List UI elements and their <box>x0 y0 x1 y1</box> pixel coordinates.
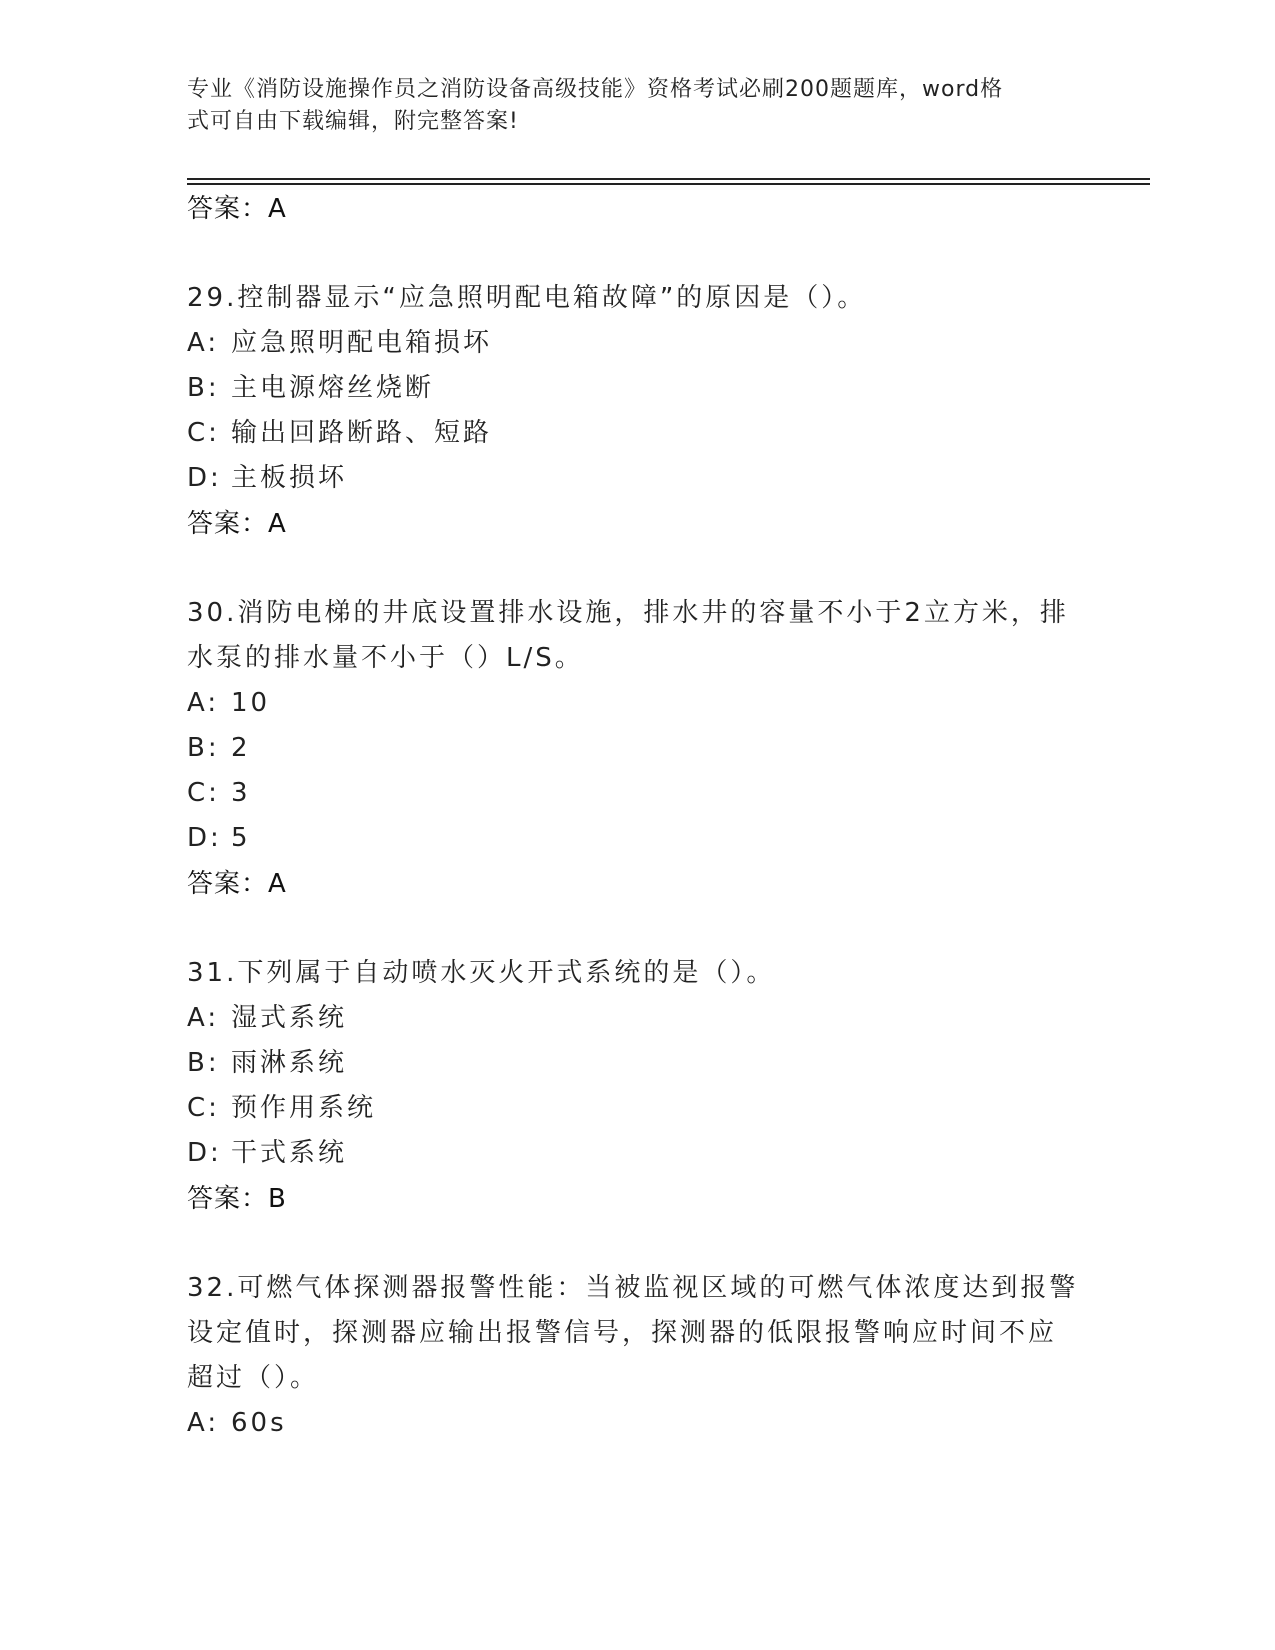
spacer <box>187 232 1087 276</box>
question-block <box>187 951 1087 1222</box>
question-block <box>187 1266 1087 1446</box>
option-letter: D: <box>187 463 222 493</box>
header-rule-top <box>187 178 1150 180</box>
option-letter: C: <box>187 1093 220 1123</box>
option-letter: B: <box>187 373 220 403</box>
option-text: 2 <box>231 733 251 763</box>
option-text: 主板损坏 <box>231 463 348 493</box>
option-letter: A: <box>187 328 220 358</box>
option-text: 输出回路断路、短路 <box>231 418 493 448</box>
previous-answer: 答案：A <box>187 194 287 224</box>
answer-line: 答案：A <box>187 509 287 539</box>
option-letter: A: <box>187 688 220 718</box>
option-c <box>187 1086 1087 1131</box>
option-c <box>187 771 1087 816</box>
option-letter: B: <box>187 1048 220 1078</box>
question-text: 29.控制器显示“应急照明配电箱故障”的原因是（）。 <box>187 283 867 313</box>
option-d <box>187 456 1087 501</box>
option-letter: C: <box>187 778 220 808</box>
option-a <box>187 1401 1087 1446</box>
answer-line: 答案：A <box>187 869 287 899</box>
header-rule-bottom <box>187 183 1150 185</box>
spacer <box>187 547 1087 591</box>
question-text: 31.下列属于自动喷水灭火开式系统的是（）。 <box>187 958 776 988</box>
question-text: 水泵的排水量不小于（）L/S。 <box>187 643 584 673</box>
option-text: 60s <box>231 1408 287 1438</box>
option-letter: C: <box>187 418 220 448</box>
option-c <box>187 411 1087 456</box>
option-b <box>187 726 1087 771</box>
header-line-1: 专业《消防设施操作员之消防设备高级技能》资格考试必刷200题题库，word格 <box>187 77 1004 102</box>
option-text: 5 <box>231 823 251 853</box>
answer-line: 答案：B <box>187 1184 287 1214</box>
question-block <box>187 591 1087 907</box>
spacer <box>187 1222 1087 1266</box>
option-text: 干式系统 <box>231 1138 348 1168</box>
option-text: 湿式系统 <box>231 1003 348 1033</box>
option-letter: B: <box>187 733 220 763</box>
option-b <box>187 1041 1087 1086</box>
option-text: 3 <box>231 778 251 808</box>
spacer <box>187 907 1087 951</box>
question-text: 32.可燃气体探测器报警性能：当被监视区域的可燃气体浓度达到报警 <box>187 1273 1079 1303</box>
option-letter: D: <box>187 1138 222 1168</box>
header-line-2: 式可自由下载编辑，附完整答案! <box>187 109 519 134</box>
question-list <box>187 186 1087 1446</box>
option-text: 10 <box>231 688 271 718</box>
option-letter: A: <box>187 1408 220 1438</box>
question-text: 30.消防电梯的井底设置排水设施，排水井的容量不小于2立方米，排 <box>187 598 1069 628</box>
option-letter: A: <box>187 1003 220 1033</box>
option-text: 主电源熔丝烧断 <box>231 373 435 403</box>
page-header <box>187 74 1067 138</box>
option-b <box>187 366 1087 411</box>
option-a <box>187 321 1087 366</box>
option-d <box>187 816 1087 861</box>
option-letter: D: <box>187 823 222 853</box>
option-a <box>187 996 1087 1041</box>
option-text: 雨淋系统 <box>231 1048 348 1078</box>
question-block <box>187 276 1087 547</box>
option-a <box>187 681 1087 726</box>
question-text: 设定值时，探测器应输出报警信号，探测器的低限报警响应时间不应 <box>187 1318 1058 1348</box>
question-text: 超过（）。 <box>187 1363 320 1393</box>
option-text: 预作用系统 <box>231 1093 377 1123</box>
option-d <box>187 1131 1087 1176</box>
option-text: 应急照明配电箱损坏 <box>231 328 493 358</box>
